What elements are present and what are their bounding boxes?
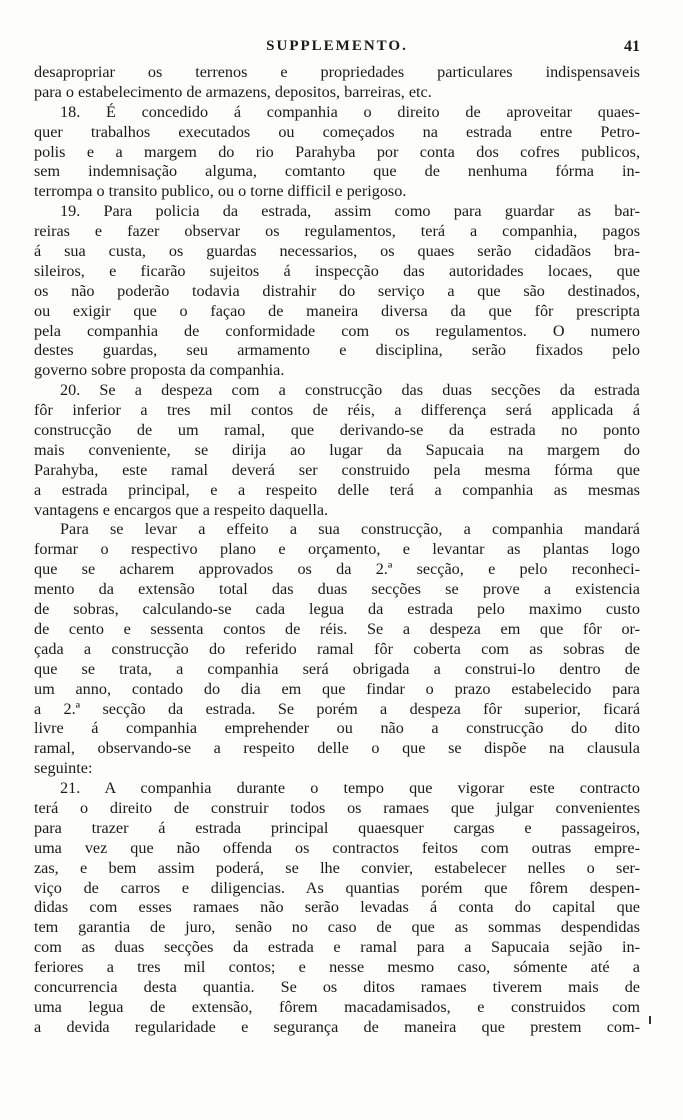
- text-line: para o estabelecimento de armazens, depositos, barreiras, etc.: [34, 82, 432, 101]
- text-line: didas com esses ramaes não serão levadas á conta do capital que: [34, 898, 640, 917]
- text-line: á sua custa, os guardas necessarios, os quaes serão cidadãos bra-: [34, 242, 640, 261]
- text-line: 20. Se a despeza com a construcção das duas secções da estrada: [60, 381, 640, 400]
- text-line: que se trata, a companhia será obrigada a construi-lo dentro de: [34, 659, 640, 678]
- text-line: um anno, contado do dia em que findar o prazo estabelecido para: [34, 679, 640, 698]
- text-line: sileiros, e ficarão sujeitos á inspecção das autoridades locaes, que: [34, 261, 640, 280]
- text-line: mais conveniente, se dirija ao lugar da Sapucaia na margem do: [34, 440, 640, 459]
- page-number: 41: [624, 38, 640, 55]
- text-line: ou exigir que o façao de maneira diversa da que fôr prescripta: [34, 301, 640, 320]
- text-line: polis e a margem do rio Parahyba por conta dos cofres publicos,: [34, 142, 640, 161]
- text-line: Para se levar a effeito a sua construcção, a companhia mandará: [60, 520, 640, 539]
- text-line: governo sobre proposta da companhia.: [34, 361, 285, 380]
- text-line: mento da extensão total das duas secções se prove a existencia: [34, 580, 640, 599]
- text-line: de cento e sessenta contos de réis. Se a despeza em que fôr or-: [34, 619, 640, 638]
- text-line: livre á companhia emprehender ou não a construcção do dito: [34, 719, 640, 738]
- page-header: [34, 38, 640, 62]
- text-line: uma vez que não offenda os contractos feitos com outras empre-: [34, 838, 640, 857]
- text-line: uma legua de extensão, fôrem macadamisados, e construidos com: [34, 997, 640, 1016]
- text-line: a devida regularidade e segurança de maneira que prestem com-: [34, 1017, 640, 1036]
- text-line: terrompa o transito publico, ou o torne difficil e perigoso.: [34, 182, 407, 201]
- text-line: fôr inferior a tres mil contos de réis, a differença será applicada á: [34, 401, 640, 420]
- text-line: çada a construcção do referido ramal fôr coberta com as sobras de: [34, 639, 640, 658]
- text-line: formar o respectivo plano e orçamento, e levantar as plantas logo: [34, 540, 640, 559]
- text-line: a estrada principal, e a respeito delle terá a companhia as mesmas: [34, 480, 640, 499]
- text-line: zas, e bem assim poderá, se lhe convier, estabelecer nelles o ser-: [34, 858, 640, 877]
- text-line: quer trabalhos executados ou começados na estrada entre Petro-: [34, 122, 640, 141]
- text-line: tem garantia de juro, senão no caso de que as sommas despendidas: [34, 918, 640, 937]
- text-line: seguinte:: [34, 759, 93, 778]
- text-line: para trazer á estrada principal quaesquer cargas e passageiros,: [34, 818, 640, 837]
- body-text: [34, 63, 640, 1038]
- text-line: Parahyba, este ramal deverá ser construido pela mesma fórma que: [34, 460, 640, 479]
- text-line: sem indemnisação alguma, comtanto que de nenhuma fórma in-: [34, 162, 640, 181]
- text-line: vantagens e encargos que a respeito daquella.: [34, 500, 329, 519]
- text-line: viço de carros e diligencias. As quantias porém que fôrem despen-: [34, 878, 640, 897]
- text-line: reiras e fazer observar os regulamentos, terá a companhia, pagos: [34, 222, 640, 241]
- running-title: SUPPLEMENTO.: [266, 38, 408, 54]
- text-line: ramal, observando-se a respeito delle o que se dispõe na clausula: [34, 739, 640, 758]
- text-line: a 2.ª secção da estrada. Se porém a despeza fôr superior, ficará: [34, 699, 640, 718]
- margin-mark: [649, 1016, 651, 1024]
- text-line: que se acharem approvados os da 2.ª secção, e pelo reconheci-: [34, 560, 640, 579]
- text-line: feriores a tres mil contos; e nesse mesmo caso, sómente até a: [34, 958, 640, 977]
- text-line: desapropriar os terrenos e propriedades particulares indispensaveis: [34, 63, 640, 81]
- text-line: construcção de um ramal, que derivando-se da estrada no ponto: [34, 421, 640, 440]
- text-line: 19. Para policia da estrada, assim como para guardar as bar-: [60, 202, 640, 221]
- text-line: de sobras, calculando-se cada legua da estrada pelo maximo custo: [34, 600, 640, 619]
- text-line: pela companhia de conformidade com os regulamentos. O numero: [34, 321, 640, 340]
- text-line: os não poderão todavia distrahir do serviço a que são destinados,: [34, 281, 640, 300]
- text-line: terá o direito de construir todos os ramaes que julgar convenientes: [34, 798, 640, 817]
- text-line: 21. A companhia durante o tempo que vigorar este contracto: [60, 779, 640, 798]
- text-line: 18. É concedido á companhia o direito de aproveitar quaes-: [60, 102, 640, 121]
- text-line: destes guardas, seu armamento e disciplina, serão fixados pelo: [34, 341, 640, 360]
- text-line: com as duas secções da estrada e ramal para a Sapucaia sejão in-: [34, 938, 640, 957]
- text-line: concurrencia desta quantia. Se os ditos ramaes tiverem mais de: [34, 977, 640, 996]
